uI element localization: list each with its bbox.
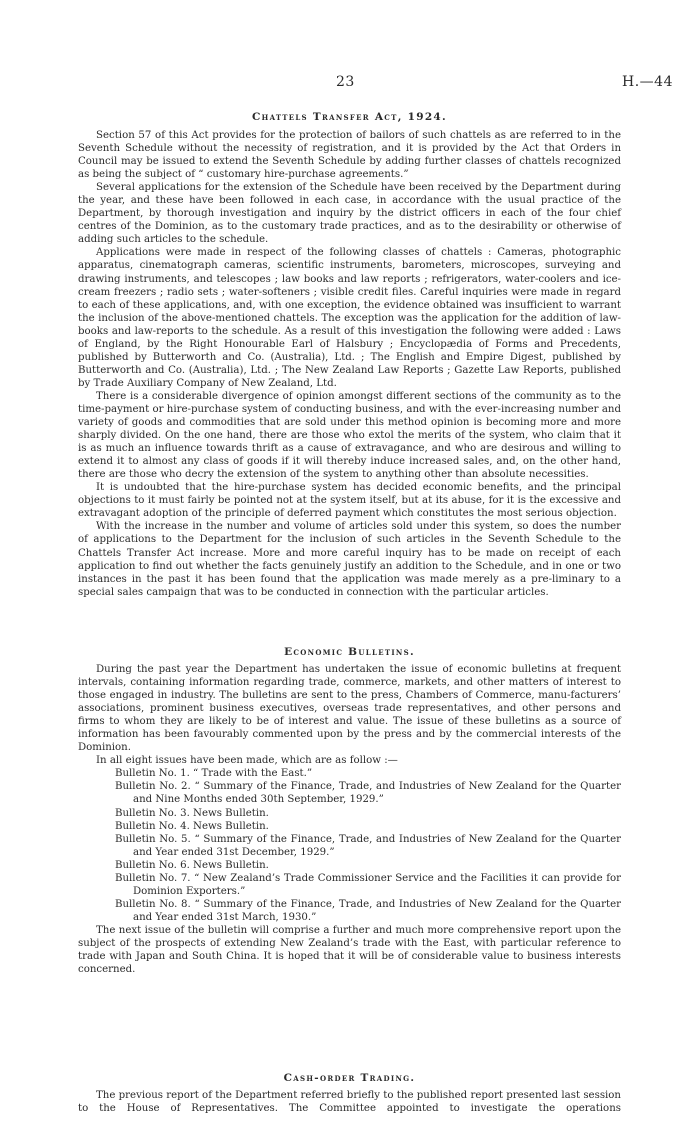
list-item: Bulletin No. 3. News Bulletin. (115, 807, 269, 819)
chattels-body (78, 129, 621, 599)
paragraph: Applications were made in respect of the following classes of chattels : Cameras, photographic apparatus, cinematograph cameras, scientific instruments, barometers, microscopes, surveying and drawing instruments, and telescopes ; law books and law reports ; refrigerators, water-coolers and ice-cream freezers ; radio sets ; water-softeners ; visible credit files. Careful inquiries were made in regard to each of these applications, and, with one exception, the evidence obtained was insufficient to warrant the inclusion of the above-mentioned chattels. The exception was the application for the addition of law-books and law-reports to the schedule. As a result of this investigation the following were added : Laws of England, by the Right Honourable Earl of Halsbury ; Encyclopædia of Forms and Precedents, published by Butterworth and Co. (Australia), Ltd. ; The English and Empire Digest, published by Butterworth and Co. (Australia), Ltd. ; The New Zealand Law Reports ; Gazette Law Reports, published by Trade Auxiliary Company of New Zealand, Ltd. (78, 247, 621, 389)
paragraph: There is a considerable divergence of opinion amongst different sections of the community as to the time-payment or hire-purchase system of conducting business, and with the ever-increasing number and variety of goods and commodities that are sold under this method opinion is becoming more and more sharply divided. On the one hand, there are those who extol the merits of the system, who claim that it is as much an influence towards thrift as a cause of extravagance, and who are desirous and willing to extend it to almost any class of goods if it will thereby induce increased sales, and, on the other hand, there are those who decry the extension of the system to anything other than absolute necessities. (78, 390, 621, 481)
page-number: 23 (336, 74, 355, 90)
paragraph: In all eight issues have been made, which are as follow :— (96, 755, 398, 767)
list-item: Bulletin No. 7. “ New Zealand’s Trade Commissioner Service and the Facilities it can provide for Dominion Exporters.” (115, 872, 621, 897)
bulletins-body (78, 663, 621, 976)
section-heading: Cash-order Trading. (283, 1072, 416, 1084)
list-item: Bulletin No. 5. “ Summary of the Finance, Trade, and Industries of New Zealand for the Quarter and Year ended 31st December, 1929.” (115, 833, 621, 858)
paragraph: Several applications for the extension of the Schedule have been received by the Department during the year, and these have been followed in each case, in accordance with the usual practice of the Department, by thorough investigation and inquiry by the district officers in each of the four chief centres of the Dominion, as to the customary trade practices, and as to the desirability or otherwise of adding such articles to the schedule. (78, 182, 621, 246)
paragraph: The next issue of the bulletin will comprise a further and much more comprehensive report upon the subject of the prospects of extending New Zealand’s trade with the East, with particular reference to trade with Japan and South China. It is hoped that it will be of considerable value to business interests concerned. (78, 924, 621, 976)
paragraph: During the past year the Department has undertaken the issue of economic bulletins at frequent intervals, containing information regarding trade, commerce, markets, and other matters of interest to those engaged in industry. The bulletins are sent to the press, Chambers of Commerce, manu-facturers’ associations, prominent business executives, overseas trade representatives, and other persons and firms to whom they are likely to be of interest and value. The issue of these bulletins as a source of information has been favourably commented upon by the press and by the commercial interests of the Dominion. (78, 664, 621, 754)
section-heading: Chattels Transfer Act, 1924. (252, 111, 447, 123)
cash-order-body (78, 1089, 621, 1115)
paragraph: The previous report of the Department referred briefly to the published report presented last session to the House of Representatives. The Committee appointed to investigate the operations (78, 1090, 621, 1115)
list-item: Bulletin No. 4. News Bulletin. (115, 820, 269, 832)
list-item: Bulletin No. 2. “ Summary of the Finance, Trade, and Industries of New Zealand for the Quarter and Nine Months ended 30th September, 1929.” (115, 781, 621, 806)
section-chattels-transfer-act (78, 111, 621, 124)
paragraph: It is undoubted that the hire-purchase system has decided economic benefits, and the principal objections to it must fairly be pointed not at the system itself, but at its abuse, for it is the excessive and extravagant adoption of the principle of deferred payment which constitutes the most serious objection. (78, 482, 621, 520)
paragraph: With the increase in the number and volume of articles sold under this system, so does the number of applications to the Department for the inclusion of such articles in the Seventh Schedule to the Chattels Transfer Act increase. More and more careful inquiry has to be made on receipt of each application to find out whether the facts genuinely justify an addition to the Schedule, and in one or two instances in the past it has been found that the application was made merely as a pre-liminary to a special sales campaign that was to be conducted in connection with the particular articles. (78, 521, 621, 598)
paragraph: Section 57 of this Act provides for the protection of bailors of such chattels as are referred to in the Seventh Schedule without the necessity of registration, and it is provided by the Act that Orders in Council may be issued to extend the Seventh Schedule by adding further classes of chattels recognized as being the subject of “ customary hire-purchase agreements.” (78, 130, 621, 181)
list-item: Bulletin No. 6. News Bulletin. (115, 859, 269, 871)
document-reference: H.—44 (622, 74, 673, 90)
list-item: Bulletin No. 1. “ Trade with the East.” (115, 768, 313, 780)
bulletin-list (78, 767, 621, 924)
section-heading: Economic Bulletins. (284, 646, 415, 658)
list-item: Bulletin No. 8. “ Summary of the Finance, Trade, and Industries of New Zealand for the Quarter and Year ended 31st March, 1930.” (115, 898, 621, 923)
section-economic-bulletins (78, 646, 621, 659)
section-cash-order-trading (78, 1072, 621, 1085)
